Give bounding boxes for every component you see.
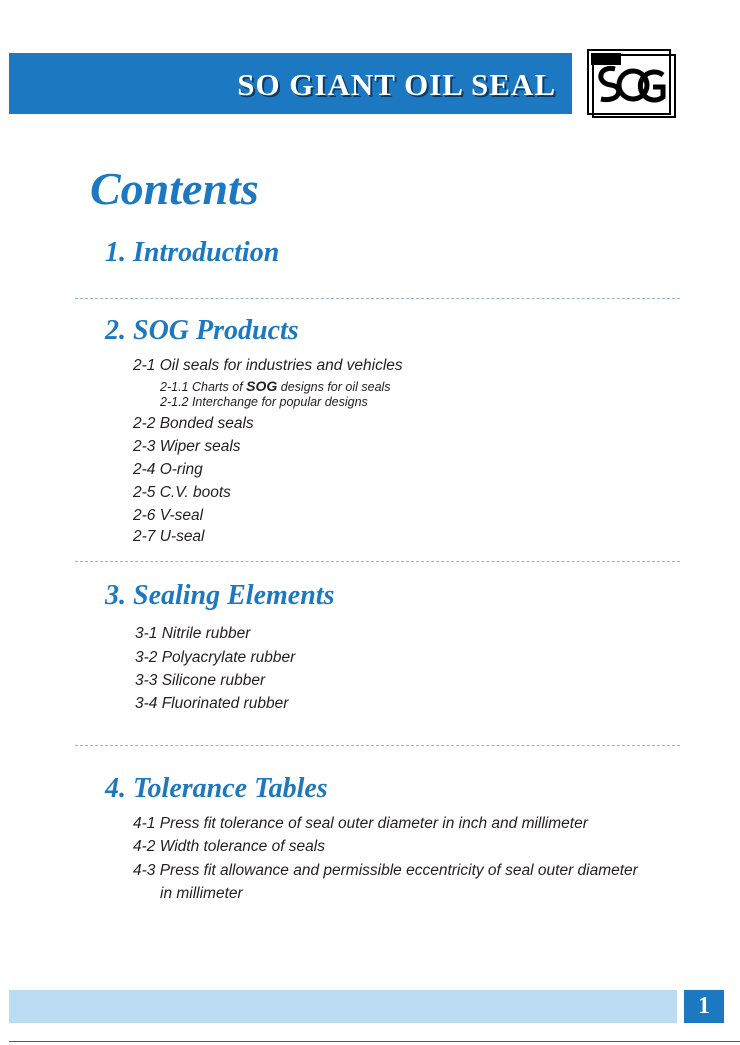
toc-item: 2-2 Bonded seals [133, 415, 254, 432]
header-band [9, 53, 572, 114]
toc-item: 4-2 Width tolerance of seals [133, 838, 325, 855]
brand-title: SO GIANT OIL SEAL [237, 67, 556, 102]
toc-item: 3-3 Silicone rubber [135, 672, 266, 689]
section-title-sog-products: 2. SOG Products [105, 315, 299, 346]
toc-item: 3-1 Nitrile rubber [135, 625, 251, 642]
toc-item: 2-7 U-seal [133, 528, 205, 545]
toc-subitem: 2-1.1 Charts of SOG designs for oil seals [160, 378, 391, 394]
sog-logo-icon [585, 47, 677, 119]
toc-item: 2-3 Wiper seals [133, 438, 241, 455]
section-title-sealing-elements: 3. Sealing Elements [105, 580, 335, 611]
bottom-rule [9, 1041, 740, 1042]
toc-item: 3-2 Polyacrylate rubber [135, 649, 296, 666]
toc-item: 2-4 O-ring [133, 461, 203, 478]
divider [75, 745, 680, 746]
toc-item: 2-1 Oil seals for industries and vehicles [133, 357, 403, 374]
toc-item: 4-1 Press fit tolerance of seal outer diameter in inch and millimeter [133, 815, 588, 832]
section-title-introduction: 1. Introduction [105, 237, 280, 268]
section-title-tolerance-tables: 4. Tolerance Tables [105, 773, 328, 804]
divider [75, 298, 680, 299]
toc-item: 4-3 Press fit allowance and permissible eccentricity of seal outer diameter [133, 862, 638, 879]
toc-item: in millimeter [160, 885, 243, 902]
page-title: Contents [90, 163, 259, 214]
page-number: 1 [684, 990, 724, 1023]
toc-item: 2-5 C.V. boots [133, 484, 231, 501]
footer-band [9, 990, 677, 1023]
toc-subitem: 2-1.2 Interchange for popular designs [160, 395, 368, 409]
toc-item: 3-4 Fluorinated rubber [135, 695, 289, 712]
divider [75, 561, 680, 562]
toc-item: 2-6 V-seal [133, 507, 204, 524]
